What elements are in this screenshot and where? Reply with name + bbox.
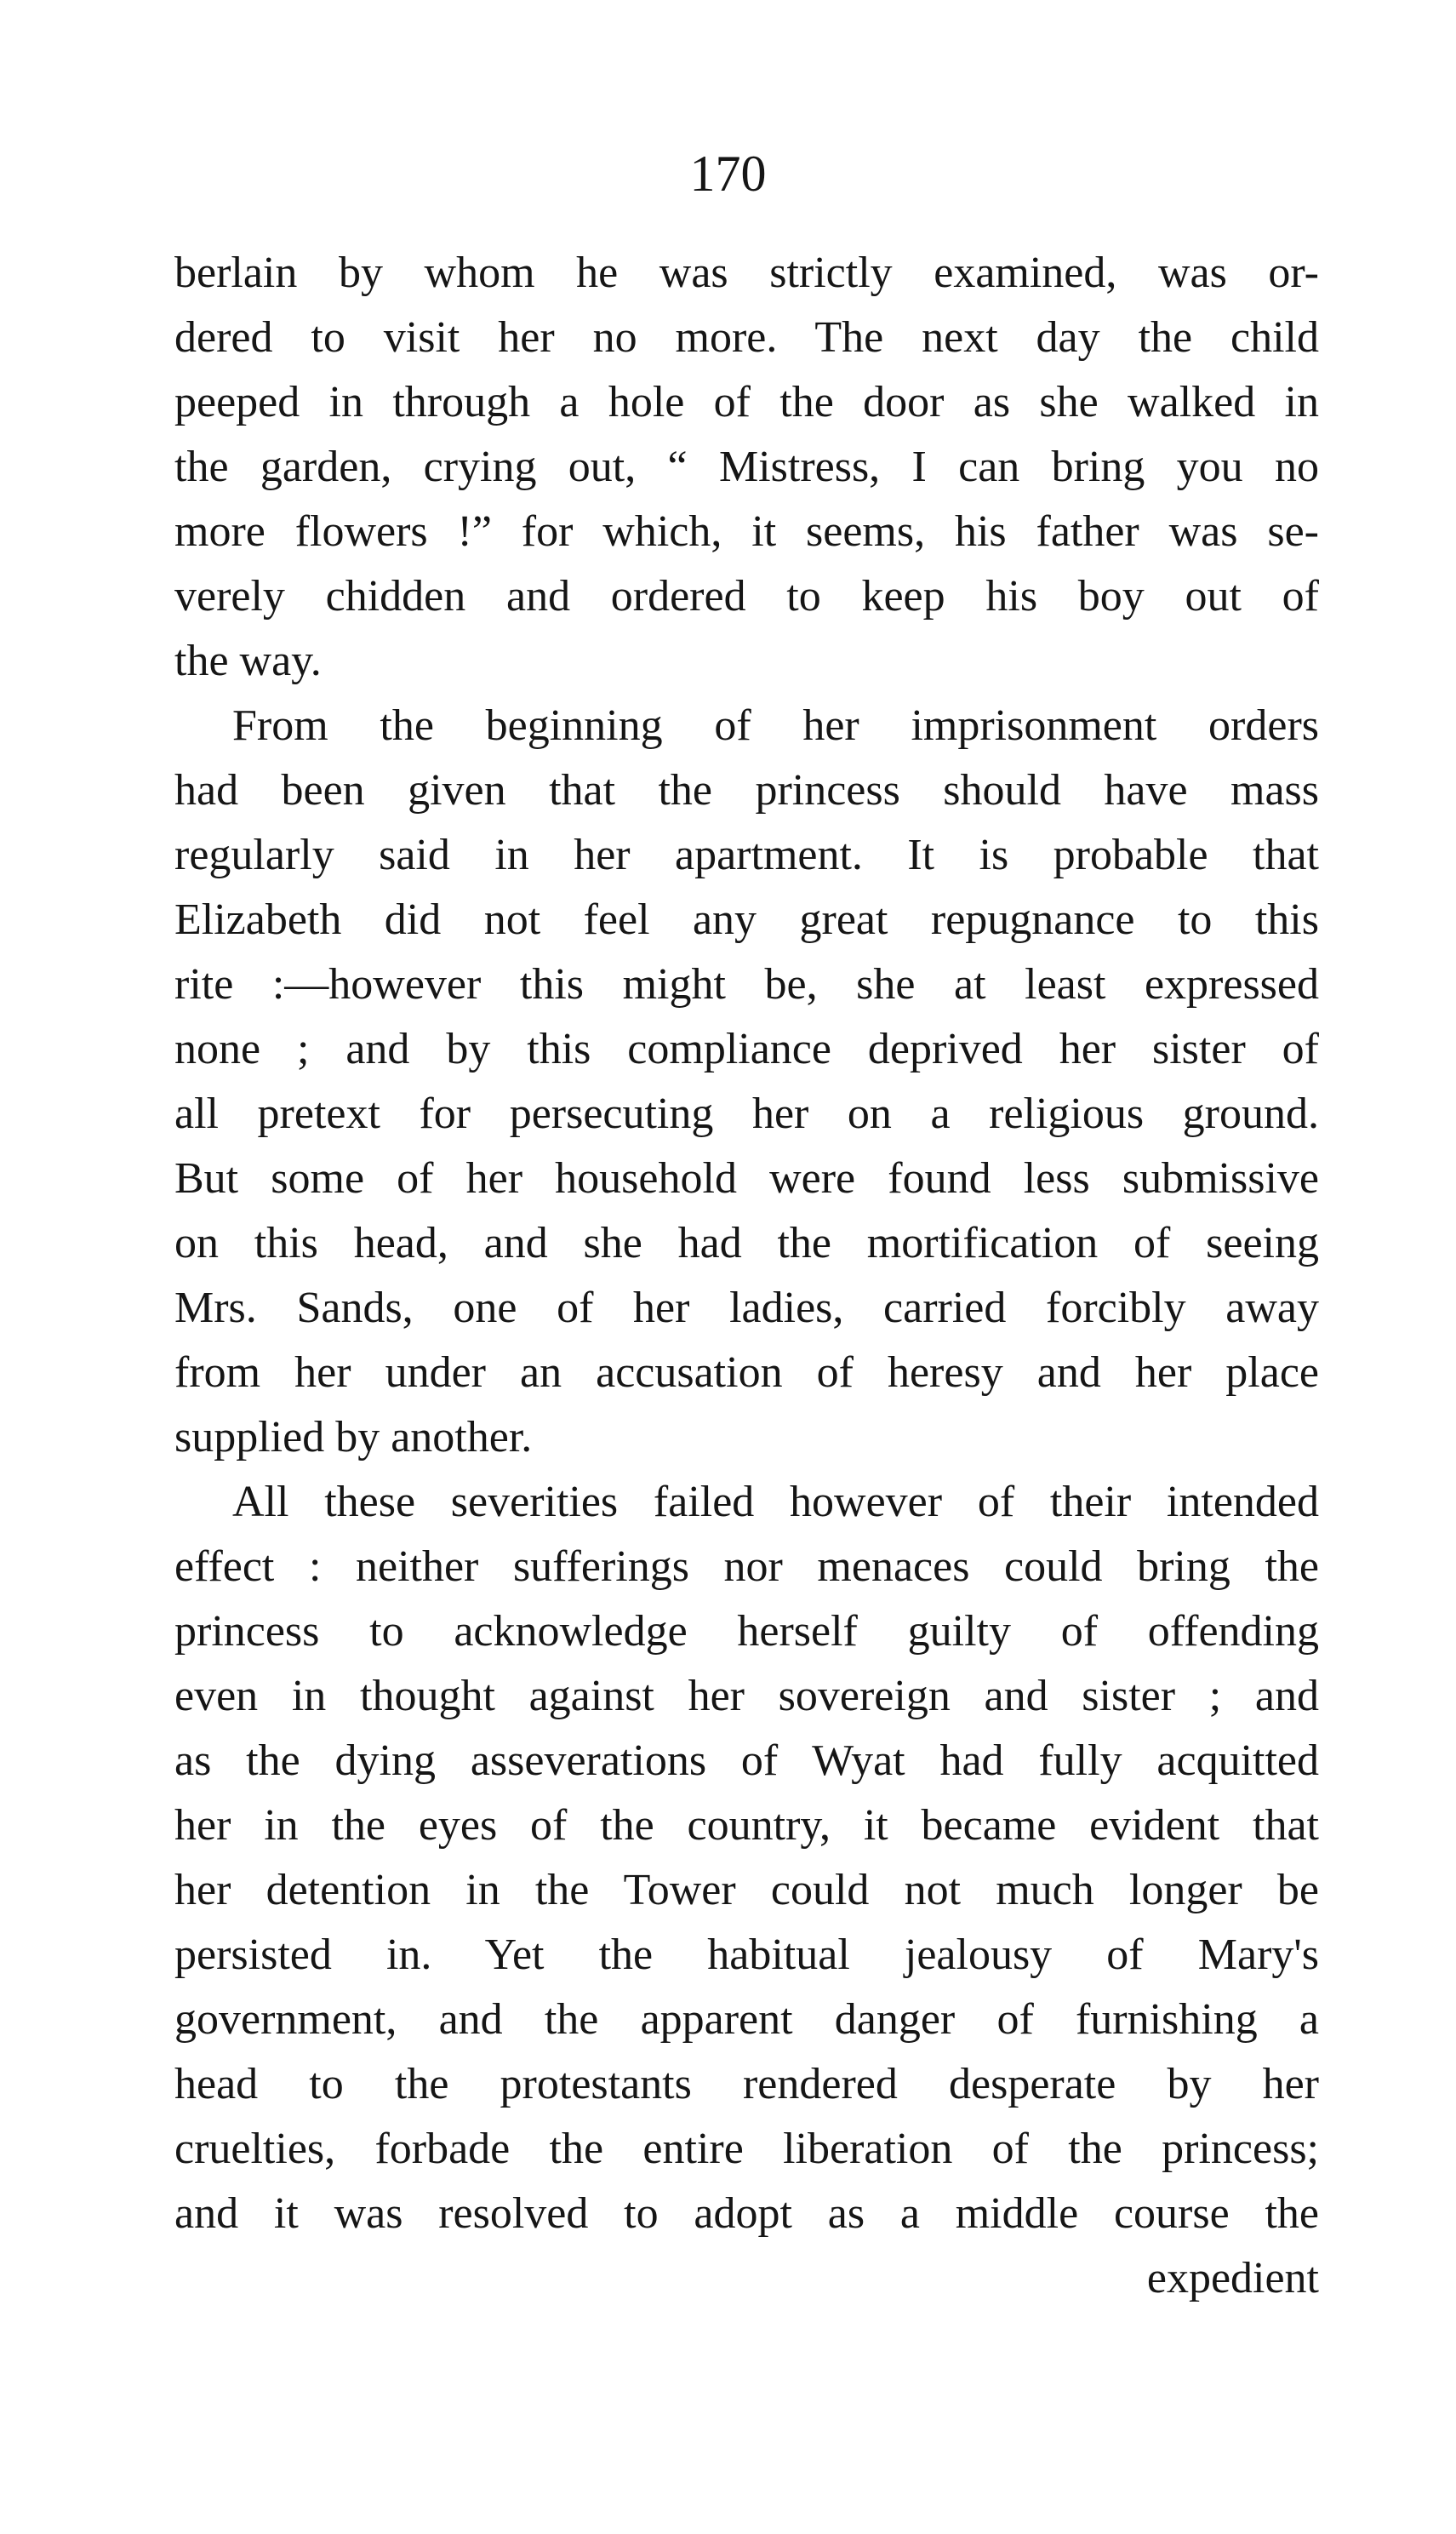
text-line: Mrs. Sands, one of her ladies, carried forcibly away (174, 1284, 1319, 1332)
text-line: From the beginning of her imprisonment orders (232, 701, 1319, 750)
text-line: from her under an accusation of heresy and her place (174, 1348, 1319, 1397)
text-line: her in the eyes of the country, it became evident that (174, 1801, 1319, 1850)
text-line: berlain by whom he was strictly examined, was or- (174, 249, 1319, 297)
text-line: rite :—however this might be, she at least expressed (174, 960, 1319, 1009)
text-line: dered to visit her no more. The next day the child (174, 313, 1319, 362)
text-line: peeped in through a hole of the door as she walked in (174, 378, 1319, 426)
text-line: head to the protestants rendered desperate by her (174, 2060, 1319, 2108)
text-line: her detention in the Tower could not much longer be (174, 1866, 1319, 1914)
text-line: Elizabeth did not feel any great repugnance to this (174, 895, 1319, 944)
text-line: verely chidden and ordered to keep his boy out of (174, 572, 1319, 621)
text-line: persisted in. Yet the habitual jealousy of Mary's (174, 1931, 1319, 1979)
text-line: and it was resolved to adopt as a middle course the (174, 2189, 1319, 2238)
text-line: expedient (1146, 2254, 1319, 2302)
text-line: But some of her household were found less submissive (174, 1154, 1319, 1203)
page-number: 170 (689, 146, 767, 202)
body-text (174, 241, 1319, 2311)
text-line: as the dying asseverations of Wyat had fully acquitted (174, 1736, 1319, 1785)
text-line: government, and the apparent danger of furnishing a (174, 1995, 1319, 2044)
text-line: all pretext for persecuting her on a religious ground. (174, 1090, 1319, 1138)
text-line: on this head, and she had the mortification of seeing (174, 1219, 1319, 1267)
text-line: princess to acknowledge herself guilty of offending (174, 1607, 1319, 1656)
text-line: cruelties, forbade the entire liberation of the princess; (174, 2125, 1319, 2173)
text-line: had been given that the princess should have mass (174, 766, 1319, 815)
text-line: supplied by another. (174, 1413, 533, 1461)
text-line: more flowers !” for which, it seems, his father was se- (174, 507, 1319, 556)
text-line: the way. (174, 637, 322, 685)
text-line: All these severities failed however of their intended (232, 1478, 1319, 1526)
text-line: effect : neither sufferings nor menaces could bring the (174, 1542, 1319, 1591)
text-line: the garden, crying out, “ Mistress, I can bring you no (174, 443, 1319, 491)
text-line: none ; and by this compliance deprived her sister of (174, 1025, 1319, 1073)
text-line: regularly said in her apartment. It is probable that (174, 831, 1319, 879)
text-line: even in thought against her sovereign and sister ; and (174, 1672, 1319, 1720)
